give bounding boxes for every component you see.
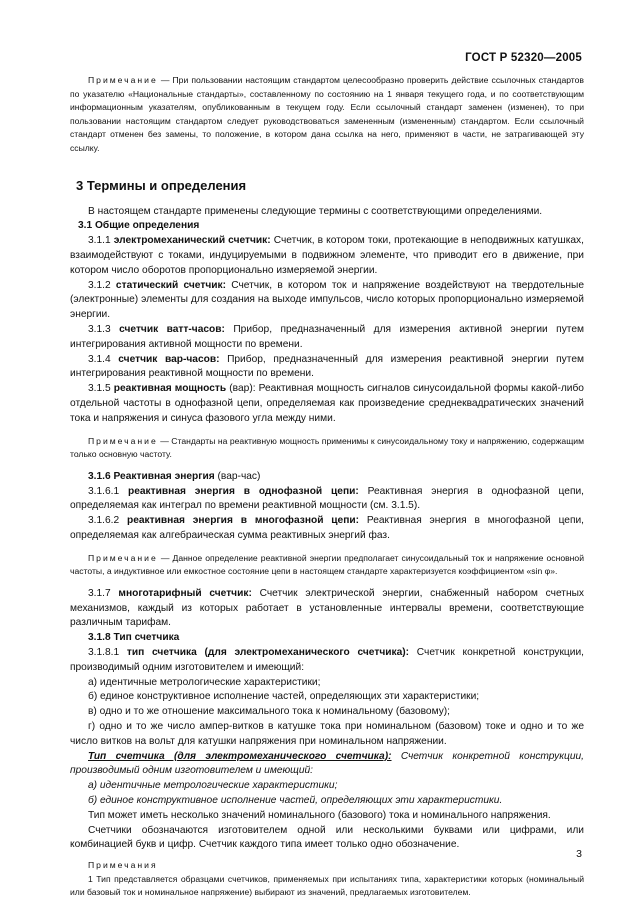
definition-text: (вар-час) — [214, 470, 261, 482]
subsection-3-1-6 — [70, 470, 584, 485]
type-paragraph-2: Счетчики обозначаются изготовителем одной или несколькими буквами или цифрами, или комбинацией букв и цифр. Счетчик каждого типа имеет только одно обозначение. — [70, 824, 584, 851]
definition-3-1-8-1 — [70, 646, 584, 676]
definition-text: Счетчик конкретной конструкции, производимый одним изготовителем и имеющий: — [70, 647, 584, 673]
term: реактивная энергия в многофазной цепи: — [127, 515, 360, 527]
clause-number: 3.1.8.1 — [88, 647, 127, 659]
definition-text: Счетчик конкретной конструкции, производимый одним изготовителем и имеющий: — [70, 750, 584, 777]
list-item-g: г) одно и то же число ампер-витков в катушке тока при номинальном (базовом) токе и одно и то же число витков на вольт для катушки напряжения при номинальном напряжении. — [70, 721, 584, 747]
definition-3-1-6-1 — [70, 485, 584, 515]
page-content — [70, 74, 584, 900]
clause-number: 3.1.5 — [88, 383, 114, 395]
term: статический счетчик: — [115, 279, 226, 291]
italic-item-b: б) единое конструктивное исполнение частей, определяющих эти характеристики. — [88, 795, 503, 807]
definition-3-1-5 — [70, 382, 584, 426]
italic-definition — [70, 750, 584, 780]
note-final: 1 Тип представляется образцами счетчиков, применяемых при испытаниях типа, характеристики которых (номинальный или базовый ток и номинальное напряжение) выбирают из значений, предлагаемых изготовителем. — [70, 873, 584, 898]
definition-3-1-4 — [70, 353, 584, 383]
list-item-b: б) единое конструктивное исполнение частей, определяющих эти характеристики; — [88, 691, 480, 703]
definition-3-1-1 — [70, 234, 584, 278]
definition-3-1-2 — [70, 279, 584, 323]
document-header: ГОСТ Р 52320—2005 — [465, 52, 582, 64]
italic-item-a: а) идентичные метрологические характеристики; — [88, 780, 338, 792]
intro-paragraph: В настоящем стандарте применены следующие термины с соответствующими определениями. — [88, 205, 543, 217]
clause-number: 3.1.6.1 — [88, 485, 128, 497]
definition-3-1-3 — [70, 323, 584, 353]
term: многотарифный счетчик: — [118, 587, 252, 599]
term: Тип счетчика (для электромеханического счетчика): — [88, 750, 392, 762]
term: счетчик вар-часов: — [118, 353, 220, 365]
list-item-v: в) одно и то же отношение максимального тока к номинальному (базовому); — [88, 706, 451, 718]
definition-3-1-6-2 — [70, 514, 584, 544]
definition-text: Счетчик, в котором ток и напряжение воздействуют на твердотельные (электронные) элементы для создания на выходе импульсов, число которых пропорционально измеряемой энергии. — [70, 279, 584, 321]
term: тип счетчика (для электромеханического счетчика): — [126, 647, 410, 659]
definition-3-1-7 — [70, 587, 584, 631]
note-text: — Стандарты на реактивную мощность применимы к синусоидальному току и напряжению, содержащим только основную частоту. — [70, 435, 584, 460]
note-text: — Данное определение реактивной энергии предполагает синусоидальный ток и напряжение основной частоты, а индуктивное или емкостное состояние цепи в настоящем стандарте характеризуется коэффициентом «sin φ». — [70, 552, 584, 577]
note-top — [70, 74, 584, 156]
clause-number: 3.1.7 — [88, 587, 119, 599]
term: Реактивная энергия — [113, 470, 215, 482]
term: счетчик ватт-часов: — [119, 323, 225, 335]
clause-number: 3.1.3 — [88, 323, 120, 335]
term: реактивная мощность — [113, 383, 227, 395]
term: реактивная энергия в однофазной цепи: — [128, 485, 359, 497]
note-label: Примечание — [88, 552, 158, 563]
section-title: 3 Термины и определения — [76, 177, 247, 193]
definition-text: Счетчик, в котором токи, протекающие в неподвижных катушках, взаимодействуют с токами, индуцируемыми в подвижном элементе, что приводит его в движение, при котором число оборотов пропорционально измеряемой энергии. — [70, 235, 584, 276]
definition-text: (вар): Реактивная мощность сигналов синусоидальной формы какой-либо отдельной частоты в однофазной цепи, определяемая как произведение среднеквадратических значений тока и напряжения и синуса фазового угла между ними. — [70, 383, 584, 424]
definition-text: Реактивная энергия в многофазной цепи, определяемая как алгебраическая сумма реактивных энергий фаз. — [70, 515, 584, 541]
subsection-3-1: 3.1 Общие определения — [78, 220, 200, 232]
type-paragraph-1: Тип может иметь несколько значений номинального (базового) тока и номинального напряжения. — [88, 809, 551, 821]
clause-number: 3.1.6 — [88, 470, 114, 482]
note-3-1-5 — [70, 435, 584, 462]
note-label: Примечание — [88, 435, 158, 446]
definition-text: Счетчик электрической энергии, снабженный набором счетных механизмов, каждый из которых работает в установленные интервалы времени, соответствующие различным тарифам. — [70, 587, 584, 629]
note-text: — При пользовании настоящим стандартом целесообразно проверить действие ссылочных стандартов по указателю «Национальные стандарты», составленному по состоянию на 1 января текущего года, и по соответствующим информационным указателям, опубликованным в текущем году. Если ссылочный стандарт заменен (изменен), то при пользовании настоящим стандартом следует руководствоваться замененным (измененным) стандартом. Если ссылочный стандарт отменен без замены, то положение, в котором дана ссылка на него, применяют в части, не затрагивающей эту ссылку. — [70, 75, 584, 153]
clause-number: 3.1.4 — [88, 353, 119, 365]
note-3-1-6 — [70, 552, 584, 579]
definition-text: Прибор, предназначенный для измерения активной энергии путем интегрирования активной мощности по времени. — [70, 323, 585, 350]
page-number: 3 — [576, 848, 582, 860]
clause-number: 3.1.6.2 — [88, 515, 127, 527]
notes-label: Примечания — [88, 860, 158, 871]
subsection-3-1-8: 3.1.8 Тип счетчика — [88, 632, 180, 644]
definition-text: Реактивная энергия в однофазной цепи, определяемая как интеграл по времени реактивной мощности (см. 3.1.5). — [70, 485, 584, 512]
clause-number: 3.1.1 — [88, 235, 114, 247]
note-label: Примечание — [88, 75, 158, 85]
definition-text: Прибор, предназначенный для измерения реактивной энергии путем интегрирования реактивной мощности по времени. — [70, 353, 584, 380]
list-item-a: а) идентичные метрологические характеристики; — [88, 676, 321, 688]
term: электромеханический счетчик: — [113, 235, 271, 247]
clause-number: 3.1.2 — [88, 279, 116, 291]
